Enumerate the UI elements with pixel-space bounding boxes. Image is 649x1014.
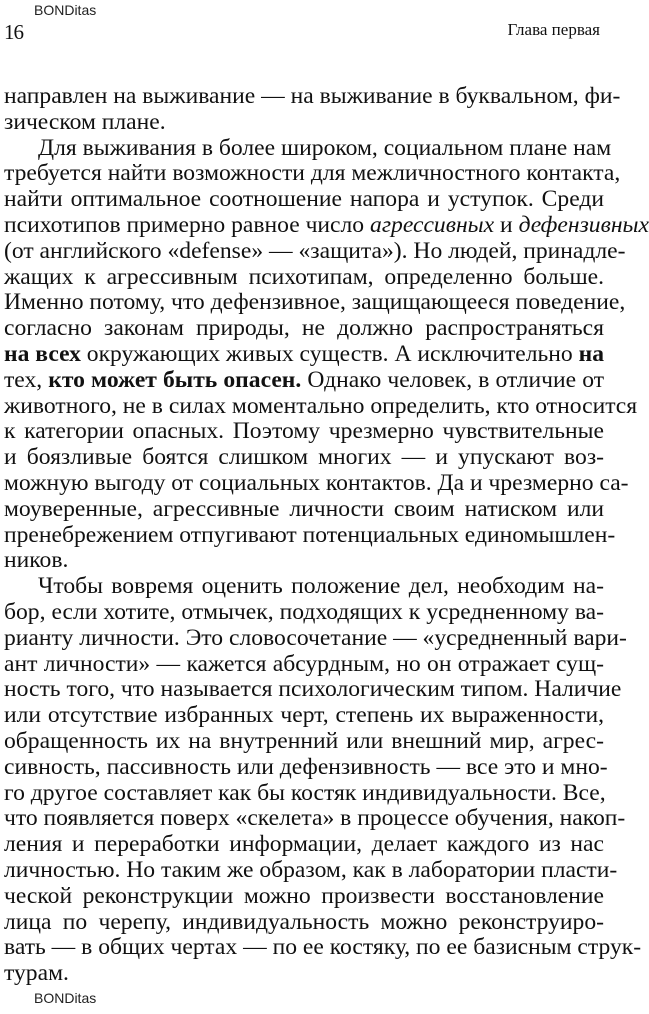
page-number: 16	[4, 20, 23, 44]
text-run: Именно потому, что дефензивное, защищающееся поведение,	[4, 289, 626, 316]
text-run: дефензивных	[518, 211, 649, 238]
text-run: личностью. Но таким же образом, как в лаборатории пласти-	[4, 856, 618, 883]
text-line	[4, 961, 604, 987]
text-run: го другое составляет как бы костяк индивидуальности. Все,	[4, 779, 606, 806]
text-run: ления и переработки информации, делает каждого из нас	[4, 831, 604, 858]
text-line	[4, 805, 626, 832]
text-run: Чтобы вовремя оценить положение дел, необходим на-	[38, 573, 604, 600]
watermark-bottom: BONDitas	[34, 990, 97, 1006]
text-run: вать — в общих чертах — по ее костяку, по ее базисным струк-	[4, 934, 642, 961]
text-run: можную выгоду от социальных контактов. Да и чрезмерно са-	[4, 469, 629, 496]
text-line	[4, 624, 627, 652]
text-run: тех,	[4, 366, 49, 393]
text-run: и	[494, 211, 519, 238]
watermark-top: BONDitas	[34, 2, 97, 18]
text-run: или отсутствие избранных черт, степень их выраженности,	[4, 702, 604, 729]
text-run: направлен на выживание — на выживание в буквальном, фи-	[4, 83, 621, 109]
text-run: и боязливые боятся слишком многих — и упускают воз-	[4, 444, 604, 471]
text-run: к категории опасных. Поэтому чрезмерно чувствительные	[4, 418, 604, 445]
text-line	[4, 856, 618, 884]
text-line	[4, 289, 626, 316]
text-line	[4, 497, 604, 523]
text-run: Для выживания в более широком, социальном плане нам	[38, 134, 612, 161]
text-line	[4, 676, 622, 703]
text-run: ность того, что называется психологическим типом. Наличие	[4, 676, 622, 703]
text-line	[4, 445, 604, 471]
text-run: на всех	[4, 340, 81, 367]
text-run: зическом плане.	[4, 108, 166, 135]
text-line	[4, 910, 604, 936]
text-line	[4, 265, 604, 291]
text-line	[4, 832, 604, 858]
paragraph	[4, 134, 649, 575]
text-run: психотипов примерно равное число	[4, 211, 371, 238]
text-run: моуверенные, агрессивные личности своим натиском или	[4, 495, 604, 522]
text-run: рианту личности. Это словосочетание — «усредненный вари-	[4, 624, 627, 651]
text-run: лица по черепу, индивидуальность можно реконструиро-	[4, 908, 604, 935]
text-run: ант личности» — кажется абсурдным, но он отражает сущ-	[4, 650, 604, 677]
text-line	[4, 160, 621, 187]
body-text	[4, 83, 649, 987]
text-run: пренебрежением отпугивают потенциальных единомышлен-	[4, 521, 616, 548]
text-line	[4, 521, 616, 549]
text-run: бор, если хотите, отмычек, подходящих к усредненному ва-	[4, 598, 604, 625]
text-line	[4, 703, 604, 729]
text-run: что появляется поверх «скелета» в процессе обучения, накоп-	[4, 805, 626, 832]
text-line	[4, 469, 629, 497]
text-run: окружающих живых существ. А исключительно	[80, 340, 579, 367]
text-line	[4, 729, 604, 755]
text-line	[4, 419, 604, 445]
text-line	[4, 134, 612, 162]
text-run: животного, не в силах моментально определить, кто относится	[4, 392, 638, 419]
text-run: ников.	[4, 547, 69, 574]
text-line	[4, 753, 608, 781]
text-line	[4, 368, 604, 394]
text-run: согласно законам природы, не должно распространяться	[4, 315, 604, 342]
text-run: найти оптимальное соотношение напора и уступок. Среди	[4, 186, 604, 213]
text-run: ческой реконструкции можно произвести восстановление	[4, 882, 604, 909]
text-line	[4, 83, 621, 110]
text-run: кто может быть опасен.	[48, 366, 302, 393]
text-run: на	[578, 340, 604, 367]
text-line	[4, 342, 604, 368]
text-run: турам.	[4, 960, 69, 987]
chapter-title: Глава первая	[507, 20, 600, 39]
text-line	[4, 316, 604, 342]
text-run: жащих к агрессивным психотипам, определенно больше.	[4, 263, 604, 290]
text-line	[4, 548, 604, 574]
text-line	[4, 600, 604, 626]
text-line	[4, 187, 604, 213]
text-line	[4, 574, 604, 600]
text-line	[4, 652, 604, 678]
text-line	[4, 884, 604, 910]
paragraph	[4, 573, 642, 987]
text-line	[4, 237, 626, 265]
text-line	[4, 110, 604, 136]
paragraph	[4, 83, 621, 136]
text-run: требуется найти возможности для межличностного контакта,	[4, 160, 621, 187]
text-line	[4, 934, 642, 961]
text-line	[4, 392, 638, 420]
text-run: (от английского «defense» — «защита»). Но людей, принадле-	[4, 237, 626, 264]
text-run: сивность, пассивность или дефензивность — все это и мно-	[4, 753, 608, 780]
text-run: агрессивных	[370, 211, 495, 238]
text-line	[4, 781, 604, 807]
text-run: Однако человек, в отличие от	[301, 366, 605, 393]
text-run: обращенность их на внутренний или внешний мир, агрес-	[4, 727, 604, 754]
text-line	[4, 211, 649, 239]
